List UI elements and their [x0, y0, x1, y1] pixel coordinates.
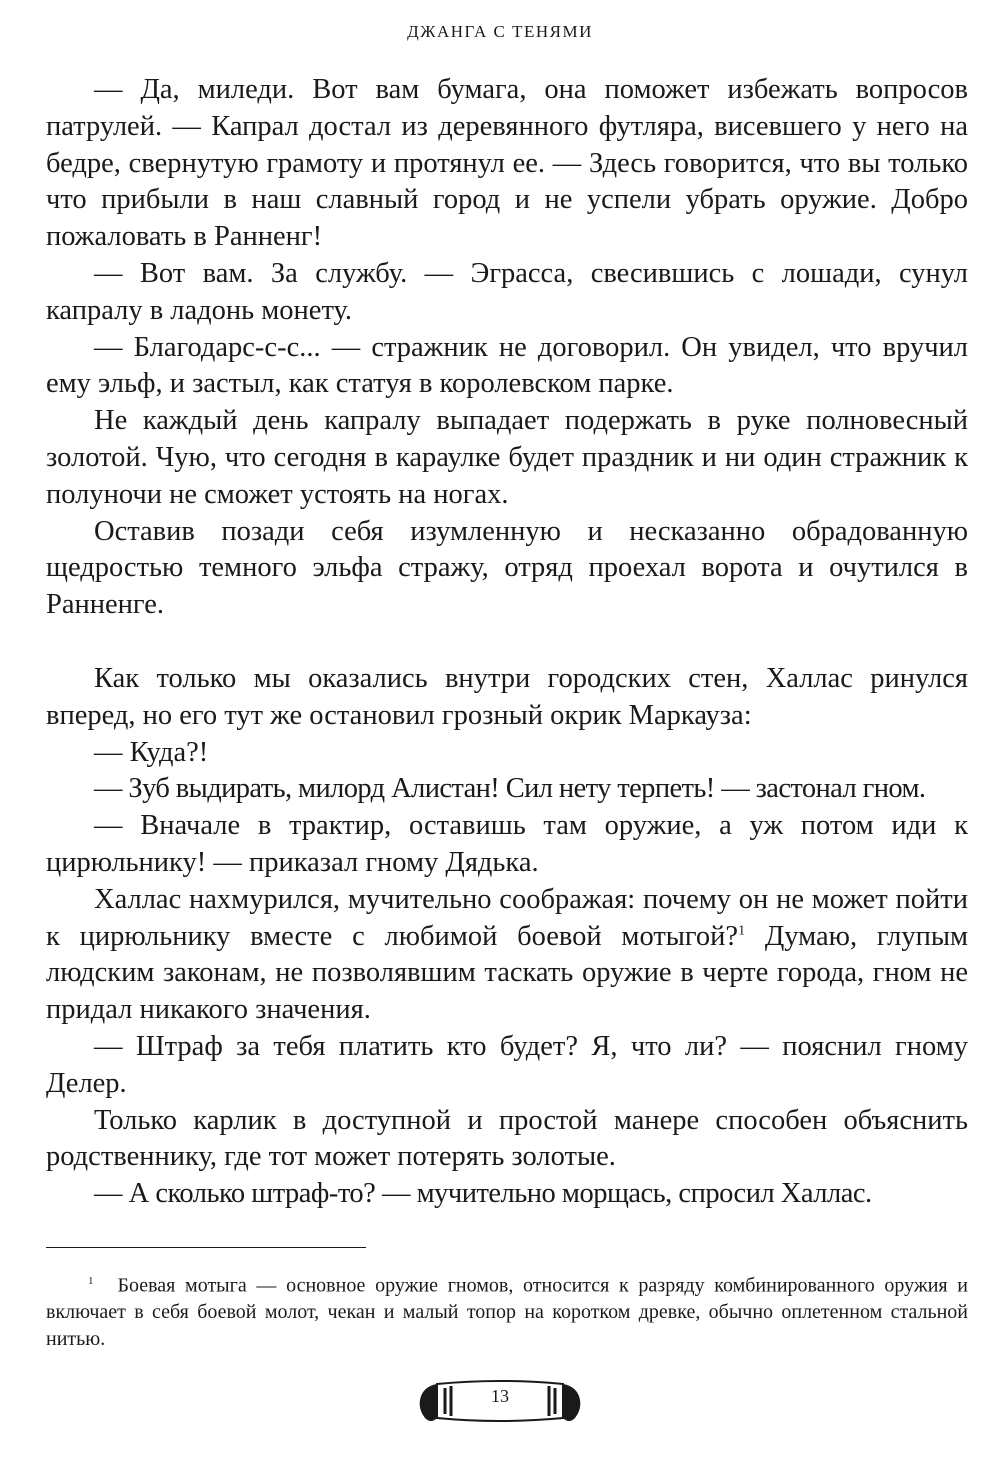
footnote-text: Боевая мотыга — основное оружие гномов, относится к разряду комбинированного оружия и включает в себя боевой молот, чекан и малый топор на коротком древке, обычно оплетенном стальной нитью.: [46, 1274, 968, 1350]
paragraph-text: Думаю, глупым людским законам, не позволявшим таскать оружие в черте города, гном не придал никакого значения.: [46, 920, 969, 1026]
paragraph: — А сколько штраф-то? — мучительно морщась, спросил Халлас.: [94, 1178, 872, 1210]
paragraph: Не каждый день капралу выпадает подержать в руке полновесный золотой. Чую, что сегодня в караулке будет праздник и ни один стражник к полуночи не сможет устоять на ногах.: [46, 405, 968, 510]
main-text: [46, 72, 968, 1213]
footnote: [46, 1268, 968, 1352]
paragraph: — Зуб выдирать, милорд Алистан! Сил нету терпеть! — застонал гном.: [94, 773, 926, 805]
paragraph: — Вот вам. За службу. — Эграсса, свесившись с лошади, сунул капралу в ладонь монету.: [46, 257, 968, 326]
paragraph: — Куда?!: [94, 736, 209, 768]
page-number: 13: [491, 1386, 509, 1406]
paragraph: Оставив позади себя изумленную и несказанно обрадованную щедростью темного эльфа стражу, отряд проехал ворота и очутился в Ранненге.: [46, 515, 968, 621]
page-number-scroll: [415, 1374, 585, 1428]
footnote-mark: 1: [88, 1275, 94, 1287]
paragraph: — Штраф за тебя платить кто будет? Я, что ли? — пояснил гному Делер.: [46, 1030, 968, 1099]
paragraph: — Вначале в трактир, оставишь там оружие, а уж потом иди к цирюльнику! — приказал гному Дядька.: [46, 810, 968, 878]
paragraph-text: Халлас нахмурился, мучительно соображая: почему он не может пойти к цирюльнику вместе с любимой боевой мотыгой?: [46, 883, 968, 952]
running-header: ДЖАНГА С ТЕНЯМИ: [407, 22, 593, 41]
footnote-divider: [46, 1247, 366, 1248]
footnote-ref: 1: [738, 923, 746, 939]
paragraph-with-footnote: [46, 882, 968, 1029]
paragraph: — Да, миледи. Вот вам бумага, она поможет избежать вопросов патрулей. — Капрал достал из деревянного футляра, висевшего у него на бедре, свернутую грамоту и протянул ее. — Здесь говорится, что вы только что прибыли в наш славный город и не успели убрать оружие. Добро пожаловать в Ранненг!: [46, 74, 968, 253]
paragraph: Как только мы оказались внутри городских стен, Халлас ринулся вперед, но его тут же остановил грозный окрик Маркауза:: [46, 662, 968, 731]
paragraph: Только карлик в доступной и простой манере способен объяснить родственнику, где тот может потерять золотые.: [46, 1104, 968, 1173]
paragraph: — Благодарс-с-с... — стражник не договорил. Он увидел, что вручил ему эльф, и застыл, как статуя в королевском парке.: [46, 331, 968, 400]
